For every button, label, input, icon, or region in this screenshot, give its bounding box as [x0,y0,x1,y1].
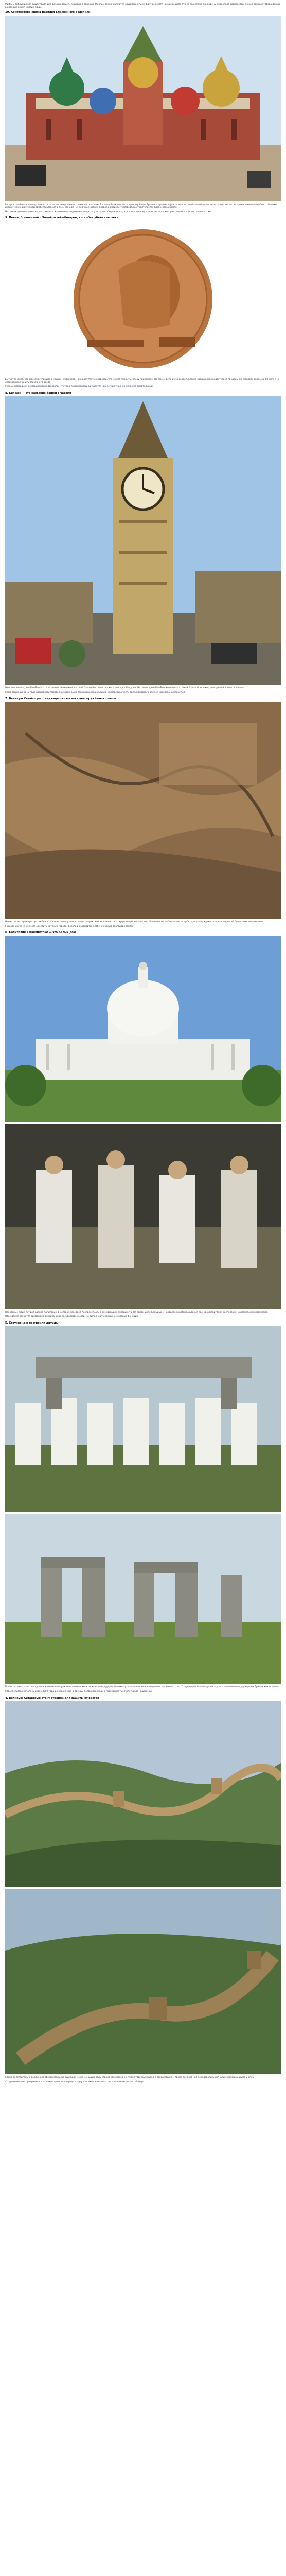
section-paragraph: Некоторые люди путают здание Капитолия, в котором заседает Конгресс США, с резиденцией президента. На самом деле Белый дом находится на Пенсильвания-авеню, а Капитолий расположен на Капитолийском холме. [5,1311,269,1314]
section-title: 8. Биг-Бен — это название башни с часами [5,391,72,395]
section-paragraph: Гораздо легче из космоса заметить крупные города, дороги и аэропорты, особенно ночью благодаря огням. [5,925,134,928]
druids-photo [5,1326,281,1512]
section-paragraph: Оба здания являются символами американской государственности, но выполняют совершенно разные функции. [5,1315,139,1318]
penny-photo [5,222,281,376]
section-paragraph: Распространённая легенда гласит, что после завершения строительства храма Василия Блаженного по приказу Ивана Грозного архитекторов ослепили, чтобы они больше никогда не смогли построить ничего подобного. Однако исторические документы свидетельствуют о том, что один из зодчих, Постник Яковлев, позднее участвовал в строительстве Казанского кремля. [5,203,277,209]
great-wall-closeup-photo [5,1889,281,2074]
section-paragraph: Сама башня до 2012 года называлась Часовой, а затем была переименована в Башню Елизаветы в честь бриллиантового юбилея королевы Елизаветы II. [5,691,186,694]
section-paragraph: Несмотря на огромную протяжённость, стена очень узкая и по цвету практически сливается с окружающей местностью. Космонавты, побывавшие на орбите, подтверждают, что разглядеть её без оптики невозможно. [5,920,264,923]
section-title: 10. Архитектора храма Василия Блаженного ослепили [5,11,91,14]
section-paragraph: На самом деле нет никаких достоверных источников, подтверждающих эту историю. Скорее всего, это всего лишь красивая легенда, которая появилась значительно позже. [5,210,212,213]
myth-section-10 [5,11,281,213]
great-wall-photo [5,1701,281,1887]
cathedral-photo [5,16,281,201]
myth-section-9 [5,216,281,388]
section-title: 7. Великую Китайскую стену видно из космоса невооружённым глазом [5,697,117,701]
section-title: 6. Капитолий в Вашингтоне — это Белый дом [5,931,76,935]
ceremony-photo [5,1124,281,1309]
section-paragraph: Со временем она превратилась в символ единства народа и одну из самых известных достопримечательностей мира. [5,2080,145,2083]
section-paragraph: Строительство началось около 3000 года до нашей эры, а друиды появились лишь в последнем тысячелетии до нашей эры. [5,1690,153,1693]
section-paragraph: Учёные проводили эксперименты и доказали, что удар такой монеты ощущается как лёгкий укол, но никак не смертельный. [5,385,153,388]
myth-section-8 [5,392,281,694]
section-paragraph: Принято считать, что загадочное каменное сооружение возвели кельтские жрецы-друиды. Однако археологические исследования показывают, что Стоунхендж был построен задолго до появления друидов на Британских островах. [5,1686,280,1689]
section-paragraph: Многие считают, что Биг-Бен — это название знаменитой часовой башни Вестминстерского дворца в Лондоне. На самом деле Биг-Беном называют самый большой колокол, находящийся внутри башни. [5,687,244,690]
myth-section-5 [5,1321,281,1693]
section-title: 5. Стоунхендж построили друиды [5,1321,59,1325]
section-paragraph: Бытует мнение, что монетка, упавшая с крыши небоскрёба, набирает такую скорость, что может пробить голову прохожего. На самом деле из-за сопротивления воздуха пенни достигает предельной скорости около 40–80 км/ч и не способен причинить серьёзного вреда. [5,378,280,384]
intro-text: Мифы и заблуждения существуют для разных вещей, событий и явлений. Многие из них являются общепринятыми фактами, хотя на самом деле это не так. Ниже приведены несколько распространённых ложных утверждений, в которые верят многие люди. [5,3,281,9]
earth-from-orbit-photo [5,702,281,919]
myth-section-7 [5,697,281,928]
myth-section-6 [5,931,281,1318]
big-ben-photo [5,396,281,685]
section-paragraph: Стена действительно выполняла оборонительные функции, но не меньшую роль играла как способ контроля торговых путей и сбора пошлин. Кроме того, по ней передавались сигналы с помощью дыма и огня. [5,2076,255,2079]
section-title: 9. Пенни, брошенный с Эмпайр-стейт-билдинг, способен убить человека [5,216,119,220]
myth-section-4 [5,1697,281,2084]
capitol-photo [5,936,281,1122]
stonehenge-photo [5,1514,281,1684]
section-title: 4. Великую Китайскую стену строили для защиты от врагов [5,1696,99,1700]
